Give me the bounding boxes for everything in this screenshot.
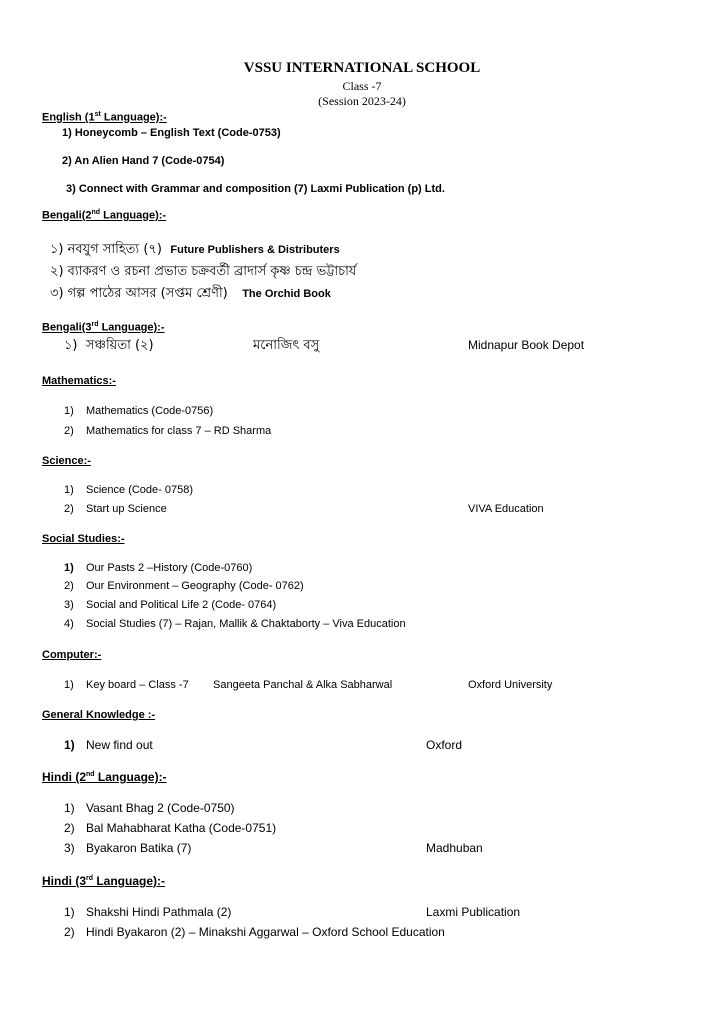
list-item: 2) An Alien Hand 7 (Code-0754) bbox=[62, 155, 225, 167]
list-number: 3) bbox=[64, 599, 74, 611]
book-author: Sangeeta Panchal & Alka Sabharwal bbox=[213, 679, 393, 691]
session-label: (Session 2023-24) bbox=[318, 94, 406, 108]
english-first-language-heading: English (1st Language):- bbox=[42, 111, 167, 124]
hindi-third-language-heading: Hindi (3rd Language):- bbox=[42, 874, 165, 888]
list-number: ১) bbox=[64, 338, 78, 353]
book-title: সঞ্চয়িতা (২) bbox=[86, 338, 154, 353]
general-knowledge-heading: General Knowledge :- bbox=[42, 709, 156, 721]
school-name: VSSU INTERNATIONAL SCHOOL bbox=[243, 60, 481, 76]
science-heading: Science:- bbox=[42, 455, 91, 467]
class-label: Class -7 bbox=[342, 79, 382, 93]
book-author: মনোজিৎ বসু bbox=[253, 338, 320, 353]
list-number: 3) bbox=[64, 841, 75, 855]
book-publisher: Oxford University bbox=[468, 679, 553, 691]
book-publisher: VIVA Education bbox=[468, 503, 544, 515]
list-number: 1) bbox=[64, 405, 74, 417]
bengali-second-language-heading: Bengali(2nd Language):- bbox=[42, 209, 167, 222]
list-number: 1) bbox=[64, 905, 75, 919]
list-number: 2) bbox=[64, 425, 74, 437]
list-number: 1) bbox=[64, 679, 74, 691]
book-publisher: Midnapur Book Depot bbox=[468, 338, 585, 352]
list-item: Social and Political Life 2 (Code- 0764) bbox=[86, 599, 277, 611]
list-number: 2) bbox=[64, 821, 75, 835]
list-item: Vasant Bhag 2 (Code-0750) bbox=[86, 801, 235, 815]
list-item: Byakaron Batika (7) bbox=[86, 841, 192, 855]
list-item: ৩) গল্প পাঠের আসর (সপ্তম শ্রেণী) The Orchid Book bbox=[50, 286, 331, 301]
book-publisher: Oxford bbox=[426, 738, 463, 752]
list-item: Our Environment – Geography (Code- 0762) bbox=[86, 580, 304, 592]
book-publisher: Laxmi Publication bbox=[426, 905, 521, 919]
list-item: ২) ব্যাকরণ ও রচনা প্রভাত চক্রবর্তী ব্রাদার্স কৃষ্ণ চন্দ্র ভট্টাচার্য bbox=[50, 264, 357, 279]
list-item: Bal Mahabharat Katha (Code-0751) bbox=[86, 821, 277, 835]
list-number: 4) bbox=[64, 618, 74, 630]
social-studies-heading: Social Studies:- bbox=[42, 533, 125, 545]
list-item: Key board – Class -7 bbox=[86, 679, 189, 691]
list-number: 1) bbox=[64, 484, 74, 496]
mathematics-heading: Mathematics:- bbox=[42, 375, 116, 387]
computer-heading: Computer:- bbox=[42, 649, 102, 661]
list-number: 1) bbox=[64, 801, 75, 815]
list-number: 2) bbox=[64, 503, 74, 515]
book-publisher: Madhuban bbox=[426, 841, 483, 855]
list-item: Science (Code- 0758) bbox=[86, 484, 194, 496]
list-item: New find out bbox=[86, 738, 153, 752]
list-item: Mathematics for class 7 – RD Sharma bbox=[86, 425, 272, 437]
list-item: Our Pasts 2 –History (Code-0760) bbox=[86, 562, 253, 574]
list-item: Hindi Byakaron (2) – Minakshi Aggarwal – Oxford School Education bbox=[86, 925, 445, 939]
bengali-third-language-heading: Bengali(3rd Language):- bbox=[42, 321, 165, 334]
list-number: 2) bbox=[64, 925, 75, 939]
list-item: ১) নবযুগ সাহিত্য (৭) Future Publishers & Distributers bbox=[50, 242, 340, 257]
list-item: Start up Science bbox=[86, 503, 167, 515]
list-number: 1) bbox=[64, 562, 74, 574]
list-number: 2) bbox=[64, 580, 74, 592]
list-number: 1) bbox=[64, 738, 75, 752]
hindi-second-language-heading: Hindi (2nd Language):- bbox=[42, 770, 167, 784]
list-item: 3) Connect with Grammar and composition (7) Laxmi Publication (p) Ltd. bbox=[66, 183, 445, 195]
list-item: Shakshi Hindi Pathmala (2) bbox=[86, 905, 232, 919]
list-item: 1) Honeycomb – English Text (Code-0753) bbox=[62, 127, 281, 139]
list-item: Mathematics (Code-0756) bbox=[86, 405, 214, 417]
list-item: Social Studies (7) – Rajan, Mallik & Chaktaborty – Viva Education bbox=[86, 618, 406, 630]
